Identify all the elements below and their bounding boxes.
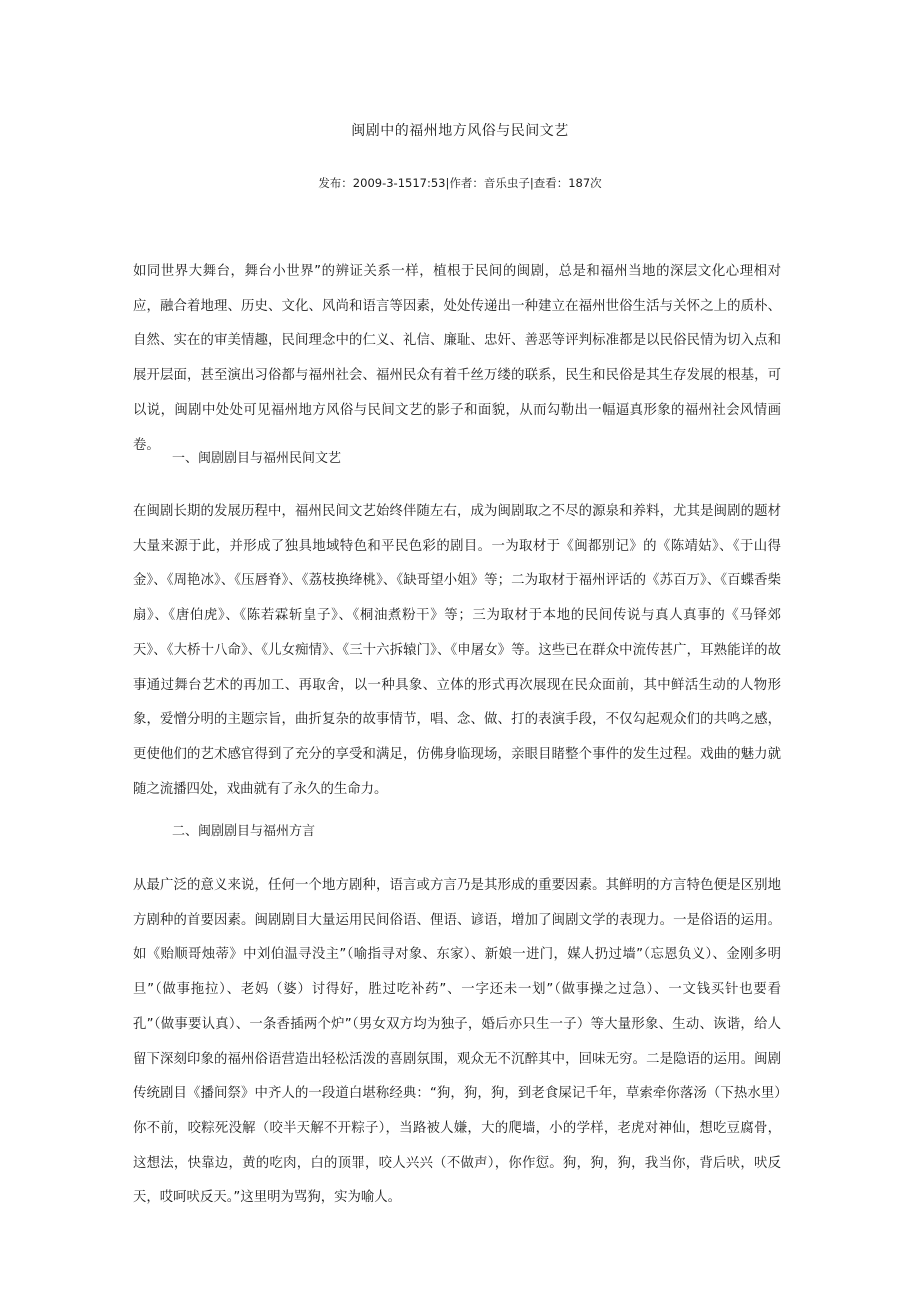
section-1-heading: 一、闽剧剧目与福州民间文艺 bbox=[172, 451, 342, 466]
intro-paragraph: 如同世界大舞台，舞台小世界”的辨证关系一样，植根于民间的闽剧，总是和福州当地的深层文化心理相对应，融合着地理、历史、文化、风尚和语言等因素，处处传递出一种建立在福州世俗生活与关怀之上的质朴、自然、实在的审美情趣，民间理念中的仁义、礼信、廉耻、忠奸、善恶等评判标准都是以民俗民情为切入点和展开层面，甚至演出习俗都与福州社会、福州民众有着千丝万缕的联系，民生和民俗是其生存发展的根基，可以说，闽剧中处处可见福州地方风俗与民间文艺的影子和面貌，从而勾勒出一幅逼真形象的福州社会风情画卷。 bbox=[133, 264, 781, 453]
article-title: 闽剧中的福州地方风俗与民间文艺 bbox=[351, 123, 569, 139]
section-2-paragraph: 从最广泛的意义来说，任何一个地方剧种，语言或方言乃是其形成的重要因素。其鲜明的方言特色便是区别地方剧种的首要因素。闽剧剧目大量运用民间俗语、俚语、谚语，增加了闽剧文学的表现力。一是俗语的运用。如《贻顺哥烛蒂》中刘伯温寻没主”（喻指寻对象、东家）、新娘一进门，媒人扔过墙”（忘恩负义）、金刚多明旦”（做事拖拉）、老妈（婆）讨得好，胜过吃补药”、一字还未一划”（做事操之过急）、一文钱买针也要看孔”（做事要认真）、一条香插两个炉”（男女双方均为独子，婚后亦只生一子）等大量形象、生动、诙谐，给人留下深刻印象的福州俗语营造出轻松活泼的喜剧氛围，观众无不沉醉其中，回味无穷。二是隐语的运用。闽剧传统剧目《播间祭》中齐人的一段道白堪称经典：“狗，狗，狗，到老食屎记千年，草索牵你落汤（下热水里）你不前，咬粽死没解（咬半天解不开粽子），当路被人嫌，大的爬墙，小的学样，老虎对神仙，想吃豆腐骨，这想法，快靠边，黄的吃肉，白的顶罪，咬人兴兴（不做声），你作愆。狗，狗，狗，我当你，背后吠，吠反天，哎呵吠反天。”这里明为骂狗，实为喻人。 bbox=[133, 878, 781, 1206]
section-2-heading: 二、闽剧剧目与福州方言 bbox=[172, 824, 316, 839]
article-meta: 发布：2009-3-1517:53|作者：音乐虫子|查看：187次 bbox=[318, 176, 602, 190]
section-1-paragraph: 在闽剧长期的发展历程中，福州民间文艺始终伴随左右，成为闽剧取之不尽的源泉和养料，尤其是闽剧的题材大量来源于此，并形成了独具地域特色和平民色彩的剧目。一为取材于《闽都别记》的《陈靖姑》、《于山得金》、《周艳冰》、《压唇脊》、《荔枝换绛桃》、《缺哥望小姐》等；二为取材于福州评话的《苏百万》、《百蝶香柴扇》、《唐伯虎》、《陈若霖斩皇子》、《桐油煮粉干》等；三为取材于本地的民间传说与真人真事的《马铎郊天》、《大桥十八命》、《儿女痴情》、《三十六拆辕门》、《申屠女》等。这些已在群众中流传甚广，耳熟能详的故事通过舞台艺术的再加工、再取舍，以一种具象、立体的形式再次展现在民众面前，其中鲜活生动的人物形象，爱憎分明的主题宗旨，曲折复杂的故事情节，唱、念、做、打的表演手段，不仅勾起观众们的共鸣之感，更使他们的艺术感官得到了充分的享受和满足，仿佛身临现场，亲眼目睹整个事件的发生过程。戏曲的魅力就随之流播四处，戏曲就有了永久的生命力。 bbox=[133, 504, 781, 797]
